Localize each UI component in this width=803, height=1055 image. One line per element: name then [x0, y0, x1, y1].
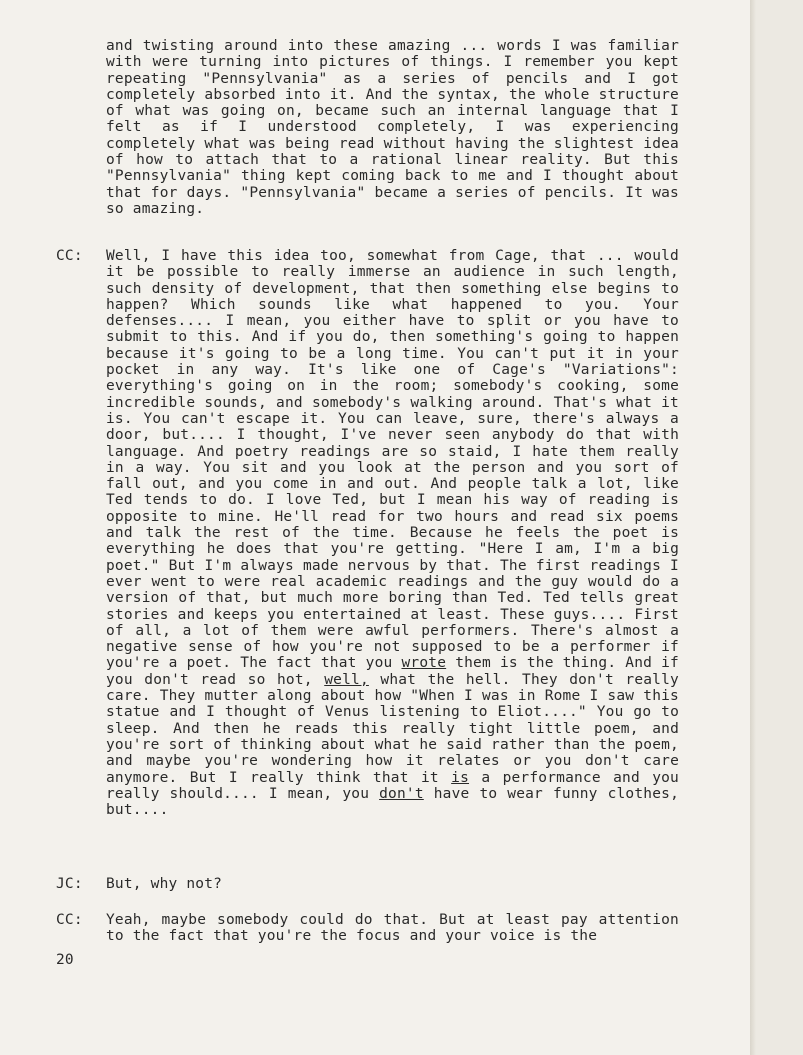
underlined-word: don't — [379, 785, 424, 802]
dialogue-text: Yeah, maybe somebody could do that. But at least pay attention to the fact that you're the focus and your voice is the — [106, 912, 679, 945]
dialogue-text: But, why not? — [106, 876, 223, 892]
dialogue-text: what the hell. They don't really care. They mutter along about how "When I was in Rome I saw this statue and I thought of Venus listening to Eliot...." You go to sleep. And then he reads this really tight little poem, and you're sort of thinking about what he said rather than the poem, and maybe you're wondering how it relates or you don't care anymore. But I really think that it — [106, 671, 679, 786]
underlined-word: is — [451, 769, 470, 786]
speaker-label: CC: — [56, 248, 83, 264]
underlined-word: wrote — [401, 655, 447, 672]
dialogue-turn — [106, 912, 679, 945]
dialogue-text: have to wear funny clothes, but.... — [106, 785, 680, 819]
speaker-label: JC: — [56, 876, 83, 892]
dialogue-text: Well, I have this idea too, somewhat from Cage, that ... would it be possible to really immerse an audience in such length, such density of development, that then something else begins to happen? Which sounds like what happened to you. Your defenses.... I mean, you either have to split or you have to submit to this. And if you do, then something's going to happen because it's going to be a long time. You can't put it in your pocket in any way. It's like one of Cage's "Variations": everything's going on in the room; somebody's cooking, some incredible sounds, and somebody's walking around. That's what it is. You can't escape it. You can leave, sure, there's always a door, but.... I thought, I've never seen anybody do that with language. And poetry readings are so staid, I hate them really in a way. You sit and you look at the person and you sort of fall out, and you come in and out. And people talk a lot, like Ted tends to do. I love Ted, but I mean his way of reading is opposite to mine. He'll read for two hours and read six poems and talk the rest of the time. Because he feels the poet is everything he does that you're getting. "Here I am, I'm a big poet." But I'm always made nervous by that. The first readings I ever went to were real academic readings and the guy would do a version of that, but much more boring than Ted. Ted tells great stories and keeps you entertained at least. These guys.... First of all, a lot of them were awful performers. There's almost a negative sense of how you're not supposed to be a performer if you're a poet. The fact that you — [106, 248, 679, 672]
dialogue-text: them is the thing. And if you don't read so hot, — [106, 655, 679, 688]
opening-paragraph — [106, 38, 679, 217]
page-edge — [750, 0, 803, 1055]
speaker-label: CC: — [56, 912, 83, 928]
underlined-word: well, — [324, 671, 369, 688]
dialogue-text: a performance and you really should.... I mean, you — [106, 769, 679, 802]
opening-paragraph-text: and twisting around into these amazing ... words I was familiar with were turning into pictures of things. I remember you kept repeating "Pennsylvania" as a series of pencils and I got completely absorbed into it. And the syntax, the whole structure of what was going on, became such an internal language that I felt as if I understood completely, I was experiencing completely what was being read without having the slightest idea of how to attach that to a rational linear reality. But this "Pennsylvania" thing kept coming back to me and I thought about that for days. "Pennsylvania" became a series of pencils. It was so amazing. — [106, 38, 679, 217]
dialogue-turn — [106, 876, 679, 892]
page-number: 20 — [56, 952, 74, 968]
dialogue-turn — [106, 248, 679, 818]
